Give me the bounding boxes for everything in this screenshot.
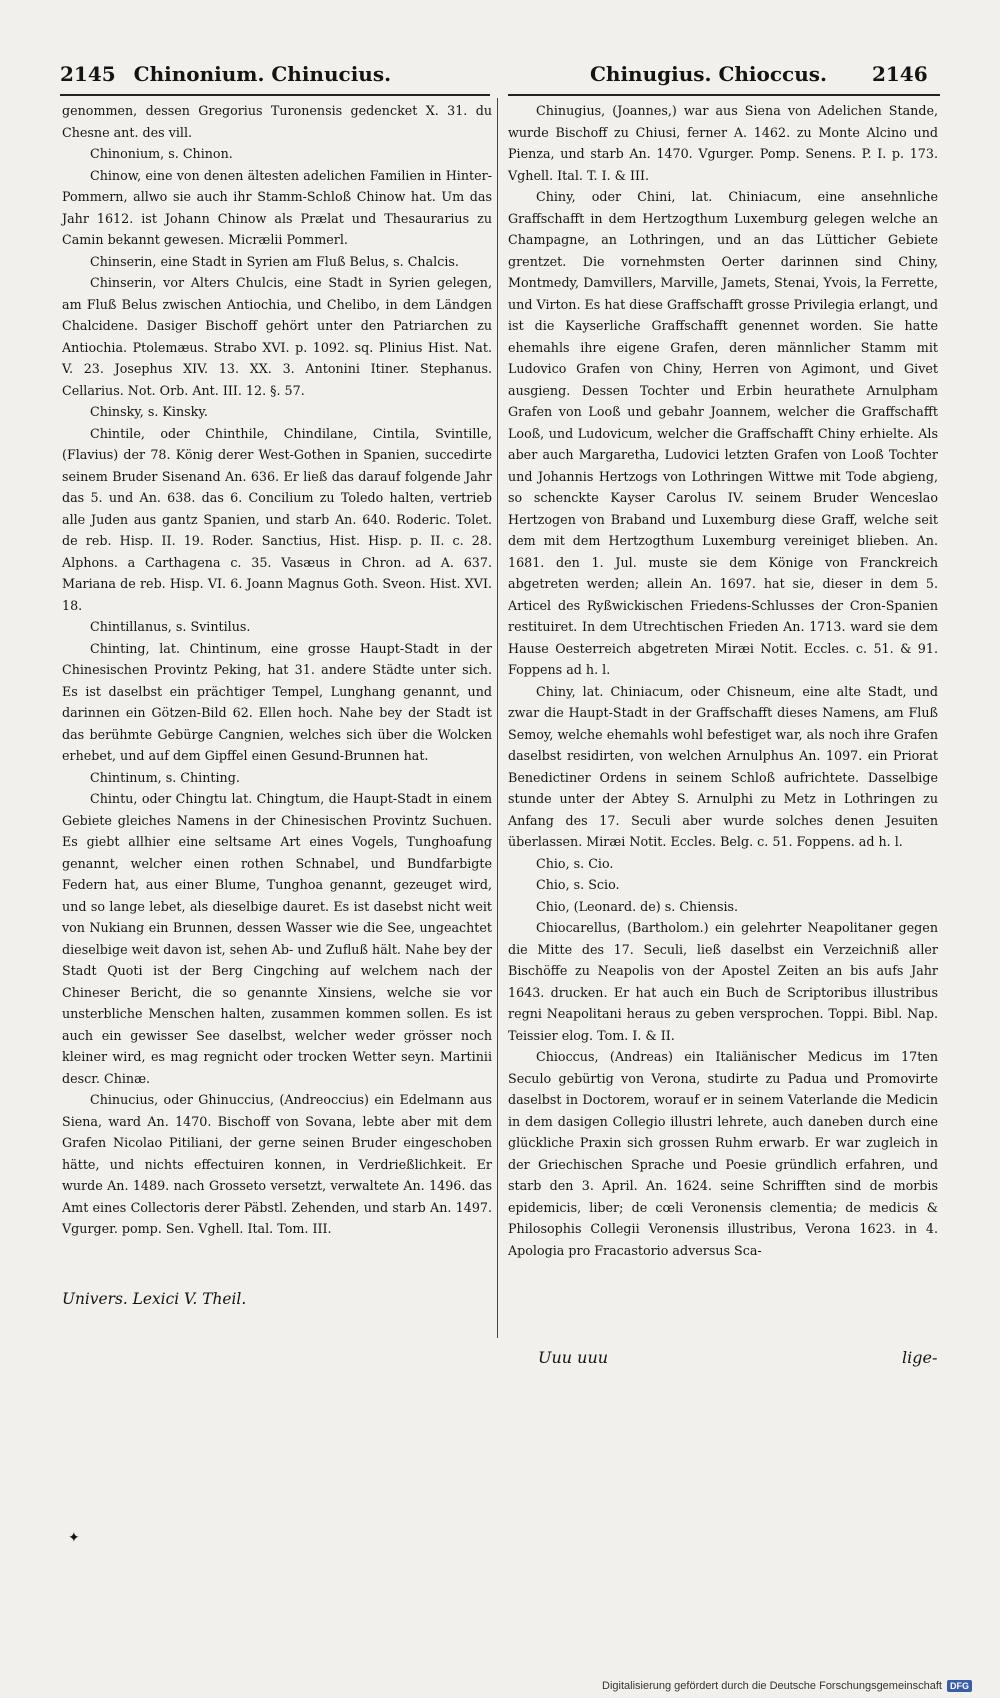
entry-paragraph: Chiocarellus, (Bartholom.) ein gelehrter Neapolitaner gegen die Mitte des 17. Seculi, ließ daselbst ein Verzeichniß aller Bischöffe zu Neapolis von der Apostel Zeiten an bis aufs Jahr 1643. drucken. Er hat auch ein Buch de Scriptoribus illustribus regni Neapolitani heraus zu geben versprochen. Toppi. Bibl. Nap. Teissier elog. Tom. I. & II. (508, 920, 938, 1043)
ink-mark-icon: ✦ (68, 1530, 80, 1546)
page-number-left: 2145 (60, 62, 116, 86)
entry-paragraph: Chioccus, (Andreas) ein Italiänischer Medicus im 17ten Seculo gebürtig von Verona, studirte zu Padua und Promovirte daselbst in Doctorem, worauf er in seinem Vaterlande die Medicin in dem dasigen Collegio illustri lehrete, auch daneben durch eine glückliche Praxin sich grossen Ruhm erwarb. Er war zugleich in der Griechischen Sprache und Poesie gründlich erfahren, und starb den 3. April. An. 1624. seine Schrifften sind de morbis epidemicis, liber; de cœli Veronensis clementia; de medicis & Philosophis Collegii Veronensis illustribus, Verona 1623. in 4. Apologia pro Fracastorio adversus Sca- (508, 1049, 938, 1258)
running-title-right: Chinugius. Chioccus. (590, 62, 827, 86)
entry-paragraph: Chinucius, oder Ghinuccius, (Andreoccius) ein Edelmann aus Siena, ward An. 1470. Bischoff von Sovana, lebte aber mit dem Grafen Nicolao Pitiliani, der gerne seinen Bruder eingeschoben hätte, und nichts effectuiren konnen, in Verdrießlichkeit. Er wurde An. 1489. nach Grosseto versetzt, verwaltete An. 1496. das Amt eines Collectoris derer Päbstl. Zehenden, und starb An. 1497. Vgurger. pomp. Sen. Vghell. Ital. Tom. III. (62, 1092, 492, 1236)
digitization-footer (602, 1680, 972, 1692)
entry-paragraph: Chinsky, s. Kinsky. (90, 404, 208, 419)
entry-paragraph: Chinugius, (Joannes,) war aus Siena von Adelichen Stande, wurde Bischoff zu Chiusi, ferner A. 1462. zu Monte Alcino und Pienza, und starb An. 1470. Vgurger. Pomp. Senens. P. I. p. 173. Vghell. Ital. T. I. & III. (508, 103, 938, 183)
header-rule-right (508, 94, 940, 96)
left-column (62, 100, 492, 1240)
entry-paragraph: Chintillanus, s. Svintilus. (90, 619, 251, 634)
header-left (60, 62, 391, 86)
page-number-right: 2146 (871, 62, 928, 86)
entry-paragraph: Chinserin, eine Stadt in Syrien am Fluß Belus, s. Chalcis. (90, 253, 459, 269)
header-right (590, 62, 928, 86)
column-divider (497, 98, 498, 1338)
entry-paragraph: Chinting, lat. Chintinum, eine grosse Haupt-Stadt in der Chinesischen Provintz Peking, hat 31. andere Städte unter sich. Es ist daselbst ein prächtiger Tempel, Lunghang genannt, und darinnen ein Götzen-Bild 62. Ellen hoch. Nahe bey der Stadt ist das berühmte Gebürge Cangnien, welches sich über die Wolcken erhebet, und auf dem Gipffel einen Gesund-Brunnen hat. (62, 640, 492, 763)
catchword: lige- (902, 1348, 938, 1367)
entry-paragraph: Chinonium, s. Chinon. (90, 146, 233, 161)
entry-paragraph: Chio, s. Cio. (536, 855, 614, 871)
entry-paragraph: Chintu, oder Chingtu lat. Chingtum, die Haupt-Stadt in einem Gebiete gleiches Namens in der Chinesischen Provintz Suchuen. Es giebt allhier eine seltsame Art eines Vogels, Tunghoafung genannt, welcher einen rothen Schnabel, und Bundfarbigte Federn hat, aus einer Blume, Tunghoa genannt, gezeuget wird, und so lange lebet, als dieselbige dauret. Es ist dasebst nicht weit von Nukiang ein Brunnen, dessen Wasser wie die See, ungeachtet dieselbige weit davon ist, sehen Ab- und Zufluß hält. Nahe bey der Stadt Quoti ist der Berg Cingching auf welchem nach der Chineser Bericht, die so genannte Xinsiens, welche sie vor unsterbliche Menschen halten, zusammen kommen sollen. Es ist auch ein gewisser See daselbst, welcher weder grösser noch kleiner wird, es mag regnicht oder trocken Wetter seyn. Martinii descr. Chinæ. (62, 791, 492, 1086)
running-title-left: Chinonium. Chinucius. (133, 62, 392, 86)
entry-paragraph: Chintile, oder Chinthile, Chindilane, Cintila, Svintille, (Flavius) der 78. König derer West-Gothen in Spanien, succedirte seinem Bruder Sisenand An. 636. Er ließ das darauf folgende Jahr das 5. und An. 638. das 6. Concilium zu Toledo halten, vertrieb alle Juden aus gantz Spanien, und starb An. 640. Roderic. Tolet. de reb. Hisp. II. 19. Roder. Sanctius, Hist. Hisp. p. II. c. 28. Alphons. a Carthagena c. 35. Vasæus in Chron. ad A. 637. Mariana de reb. Hisp. VI. 6. Joann Magnus Goth. Sveon. Hist. XVI. 18. (62, 425, 492, 613)
entry-paragraph: genommen, dessen Gregorius Turonensis gedencket X. 31. du Chesne ant. des vill. (62, 103, 492, 140)
entry-paragraph: Chiny, lat. Chiniacum, oder Chisneum, eine alte Stadt, und zwar die Haupt-Stadt in der Graffschafft dieses Namens, am Fluß Semoy, welche ehemahls wohl befestiget war, als noch ihre Grafen daselbst residirten, von welchen Arnulphus An. 1097. ein Priorat Benedictiner Ordens in seinem Schloß aufrichtete. Dasselbige stunde unter der Abtey S. Arnulphi zu Metz in Lothringen zu Anfang des 17. Seculi aber wurde solches denen Jesuiten überlassen. Miræi Notit. Eccles. Belg. c. 51. Foppens. ad h. l. (508, 683, 938, 849)
signature-mark: Uuu uuu (538, 1348, 609, 1367)
entry-paragraph: Chinserin, vor Alters Chulcis, eine Stadt in Syrien gelegen, am Fluß Belus zwischen Antiochia, und Chelibo, in dem Ländgen Chalcidene. Dasiger Bischoff gehört unter den Patriarchen zu Antiochia. Ptolemæus. Strabo XVI. p. 1092. sq. Plinius Hist. Nat. V. 23. Josephus XIV. 13. XX. 3. Antonini Itiner. Stephanus. Cellarius. Not. Orb. Ant. III. 12. §. 57. (62, 275, 492, 398)
dfg-logo: DFG (947, 1680, 972, 1692)
entry-paragraph: Chiny, oder Chini, lat. Chiniacum, eine ansehnliche Graffschafft in dem Hertzogthum Luxemburg gelegen welche an Champagne, an Lothringen, und an das Lütticher Gebiete grentzet. Die vornehmsten Oerter darinnen sind Chiny, Montmedy, Damvillers, Marville, Jamets, Stenai, Yvois, la Ferrette, und Virton. Es hat diese Graffschafft grosse Privilegia erlangt, und ist die Kayserliche Graffschafft genennet worden. Sie hatte ehemahls ihre eigene Grafen, deren männlicher Stamm mit Ludovico Grafen von Chiny, Herren von Agimont, und Givet ausgieng. Dessen Tochter und Erbin heurathete Arnulpham Grafen von Looß und gebahr Joannem, welcher die Graffschafft Looß, und Ludovicum, welcher die Graffschafft Chiny erhielte. Als aber auch Margaretha, Ludovici letzten Grafen von Looß Tochter und Johannis Hertzogs von Lothringen Wittwe mit Tode abgieng, so schenckte Kayser Carolus IV. seinem Bruder Wenceslao Hertzogen von Braband und Luxemburg diese Graff, welche seit dem mit dem Hertzogthum Luxemburg vereiniget blieben. An. 1681. den 1. Jul. muste sie dem Könige von Franckreich abgetreten werden; allein An. 1697. hat sie, dieser in dem 5. Articel des Ryßwickischen Friedens-Schlusses der Cron-Spanien restituiret. In dem Utrechtischen Frieden An. 1713. ward sie dem Hause Oesterreich abgetreten Miræi Notit. Eccles. c. 51. & 91. Foppens ad h. l. (508, 189, 938, 677)
volume-note: Univers. Lexici V. Theil. (62, 1290, 247, 1308)
header-rule-left (60, 94, 490, 96)
right-column (508, 100, 938, 1261)
entry-paragraph: Chio, (Leonard. de) s. Chiensis. (536, 898, 739, 914)
entry-paragraph: Chio, s. Scio. (536, 877, 620, 892)
entry-paragraph: Chintinum, s. Chinting. (90, 769, 240, 785)
footer-text: Digitalisierung gefördert durch die Deutsche Forschungsgemeinschaft (602, 1680, 942, 1692)
entry-paragraph: Chinow, eine von denen ältesten adelichen Familien in Hinter-Pommern, allwo sie auch ihr Stamm-Schloß Chinow hat. Um das Jahr 1612. ist Johann Chinow als Prælat und Thesaurarius zu Camin bekannt gewesen. Micrælii Pommerl. (62, 167, 492, 247)
